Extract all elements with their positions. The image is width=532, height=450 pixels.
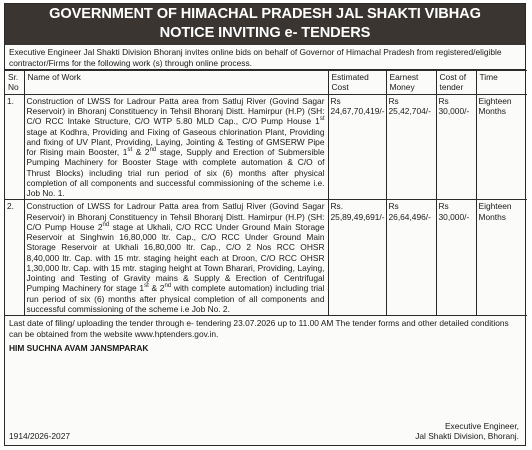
cell-tender-cost: Rs 30,000/- [436, 200, 476, 316]
col-header-time: Time [476, 71, 527, 95]
signature-block [415, 421, 519, 442]
department-slogan: HIM SUCHNA AVAM JANSMPARAK [9, 343, 149, 354]
tender-notice [4, 3, 526, 446]
col-header-work: Name of Work [24, 71, 328, 95]
cell-cost: Rs 24,67,70,419/- [328, 94, 386, 200]
reference-number: 1914/2026-2027 [9, 431, 71, 442]
cell-work: Construction of LWSS for Ladrour Patta area from Satluj River (Govind Sagar Reservoir) in Bhoranj Constituency in Tehsil Bhoranj Distt. Hamirpur (H.P) (SH: C/O RCC Intake Structure, C/O WTP 5.80 MLD Cap., C/O Pump House 1st stage at Kodhra, Providing and Fixing of Gaseous chlorination Plant, Providing and fixing of UV Plant, Providing, Laying, Jointing & Testing of GMSERW Pipe for Rising main Booster, 1st & 2nd stage, Supply and Erection of Submersible Pumping Machinery for Booster Stage with complete automation & C/O of Thrust Blocks) including trial run period of six (6) months after physical completion of all components and successful commissioning of the scheme i.e. Job No. 1. [24, 94, 328, 200]
signatory-title: Executive Engineer, [444, 420, 519, 431]
header-subtitle: NOTICE INVITING e- TENDERS [159, 25, 371, 41]
cell-time: Eighteen Months [476, 94, 527, 200]
header-title: GOVERNMENT OF HIMACHAL PRADESH JAL SHAKTI VIBHAG [49, 6, 481, 22]
table-row [5, 94, 527, 200]
cell-emd: Rs 25,42,704/- [386, 94, 436, 200]
col-header-cost: Estimated Cost [328, 71, 386, 95]
col-header-emd: Earnest Money [386, 71, 436, 95]
intro-paragraph: Executive Engineer Jal Shakti Division Bhoranj invites online bids on behalf of Governor of Himachal Pradesh from registered/eligible contractor/Firms for the following work (s) through online process. [5, 45, 525, 70]
cell-work: Construction of LWSS for Ladrour Patta area from Satluj River (Govind Sagar Reservoir) in Bhoranj Constituency in Tehsil Bhoranj Distt. Hamirpur (H.P) (SH: C/O Pump House 2nd stage at Ukhali, C/O RCC Under Ground Main Storage Reservoir at Singhwin 16,80,000 ltr. Cap., C/O RCC Under Ground Main Storage Reservoir at Ukhali 16,80,000 ltr. Cap., C/O 2 Nos RCC OHSR 8,40,000 ltr. Cap. with 15 mtr. staging height each at Droon, C/O RCC OHSR 1,30,000 ltr. Cap. with 15 mtr. staging height at Town Bharari, Providing, Laying, Jointing and Testing of Gravity mains & Supply & Erection of Centrifugal Pumping Machinery for stage 1st & 2nd with complete automation) including trial run period of six (6) months after physical completion of all components and successful commissioning of the scheme i.e Job No. 2. [24, 200, 328, 316]
notice-header [5, 4, 525, 45]
col-header-tender: Cost of tender [436, 71, 476, 95]
col-header-sr: Sr. No [5, 71, 24, 95]
cell-time: Eighteen Months [476, 200, 527, 316]
table-row [5, 200, 527, 316]
cell-emd: Rs 26,64,496/- [386, 200, 436, 316]
signatory-office: Jal Shakti Division, Bhoranj. [415, 431, 519, 442]
tender-table [5, 70, 527, 316]
cell-cost: Rs. 25,89,49,691/- [328, 200, 386, 316]
cell-sr: 1. [5, 94, 24, 200]
last-date-paragraph: Last date of filing/ uploading the tender through e- tendering 23.07.2026 up to 11.00 AM The tender forms and other detailed conditions can be obtained from the website www.hptenders.gov.in. [9, 318, 509, 339]
cell-sr: 2. [5, 200, 24, 316]
cell-tender-cost: Rs 30,000/- [436, 94, 476, 200]
table-header-row [5, 71, 527, 95]
